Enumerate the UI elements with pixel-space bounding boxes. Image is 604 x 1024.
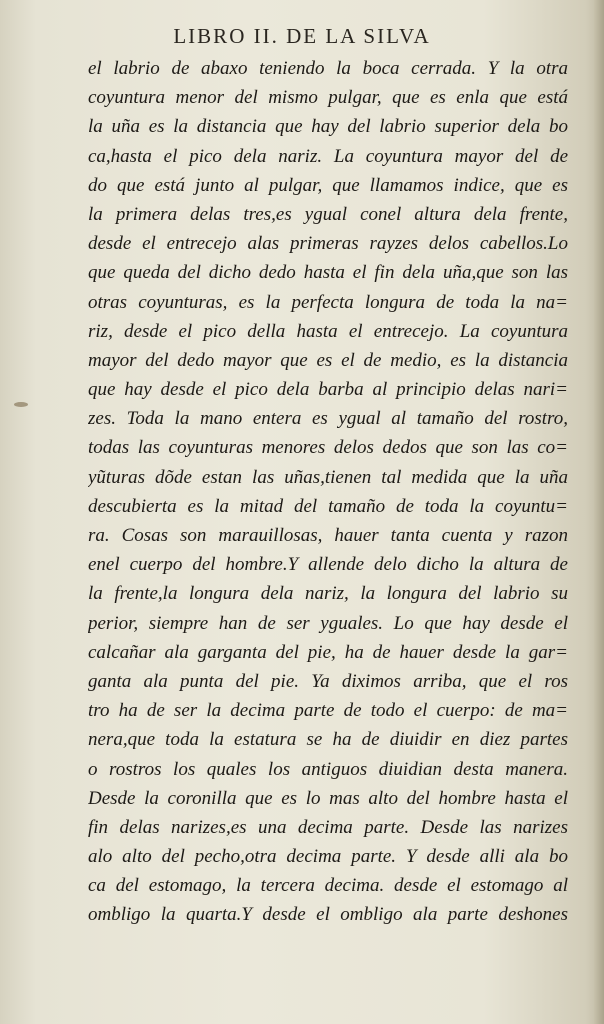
text-line: el labrio de abaxo teniendo la boca cerrada. Y la otra <box>88 58 568 79</box>
text-line: ra. Cosas son marauillosas, hauer tanta cuenta y razon <box>88 525 568 546</box>
text-line: fin delas narizes,es una decima parte. Desde las narizes <box>88 816 568 838</box>
running-head: LIBRO II. DE LA SILVA <box>173 24 431 48</box>
text-line: perior, siempre han de ser yguales. Lo que hay desde el <box>88 612 568 634</box>
text-line: ganta ala punta del pie. Ya diximos arriba, que el ros <box>88 670 568 692</box>
text-line: enel cuerpo del hombre.Y allende delo dicho la altura de <box>88 554 568 576</box>
ink-stain <box>14 402 28 407</box>
text-line: la frente,la longura dela nariz, la longura del labrio su <box>88 583 568 605</box>
text-line: que hay desde el pico dela barba al principio delas nari= <box>88 379 568 401</box>
body-text <box>88 54 568 930</box>
text-line: descubierta es la mitad del tamaño de toda la coyuntu= <box>88 495 568 517</box>
text-line: ca,hasta el pico dela nariz. La coyuntura mayor del de <box>88 145 568 167</box>
text-line: riz, desde el pico della hasta el entrecejo. La coyuntura <box>88 320 568 342</box>
text-line: yũturas dõde estan las uñas,tienen tal medida que la uña <box>88 466 568 488</box>
text-line: todas las coyunturas menores delos dedos que son las co= <box>88 437 568 459</box>
text-line: alo alto del pecho,otra decima parte. Y desde alli ala bo <box>88 846 568 868</box>
text-line: zes. Toda la mano entera es ygual al tamaño del rostro, <box>88 408 568 430</box>
text-line: Desde la coronilla que es lo mas alto del hombre hasta el <box>88 787 568 809</box>
text-line: o rostros los quales los antiguos diuidian desta manera. <box>88 758 568 780</box>
text-line: coyuntura menor del mismo pulgar, que es enla que está <box>88 87 568 109</box>
text-line: tro ha de ser la decima parte de todo el cuerpo: de ma= <box>88 700 568 722</box>
text-line: do que está junto al pulgar, que llamamos indice, que es <box>88 174 568 196</box>
text-line: la uña es la distancia que hay del labrio superior dela bo <box>88 116 568 138</box>
text-line: mayor del dedo mayor que es el de medio, es la distancia <box>88 349 568 371</box>
text-line: ca del estomago, la tercera decima. desde el estomago al <box>88 875 568 897</box>
text-line: la primera delas tres,es ygual conel altura dela frente, <box>88 203 568 225</box>
text-line: otras coyunturas, es la perfecta longura de toda la na= <box>88 291 568 313</box>
text-line: nera,que toda la estatura se ha de diuidir en diez partes <box>88 729 568 751</box>
text-line: que queda del dicho dedo hasta el fin dela uña,que son las <box>88 262 568 284</box>
text-line: ombligo la quarta.Y desde el ombligo ala parte deshones <box>88 904 568 926</box>
text-line: desde el entrecejo alas primeras rayzes delos cabellos.Lo <box>88 233 568 255</box>
text-line: calcañar ala garganta del pie, ha de hauer desde la gar= <box>88 641 568 663</box>
